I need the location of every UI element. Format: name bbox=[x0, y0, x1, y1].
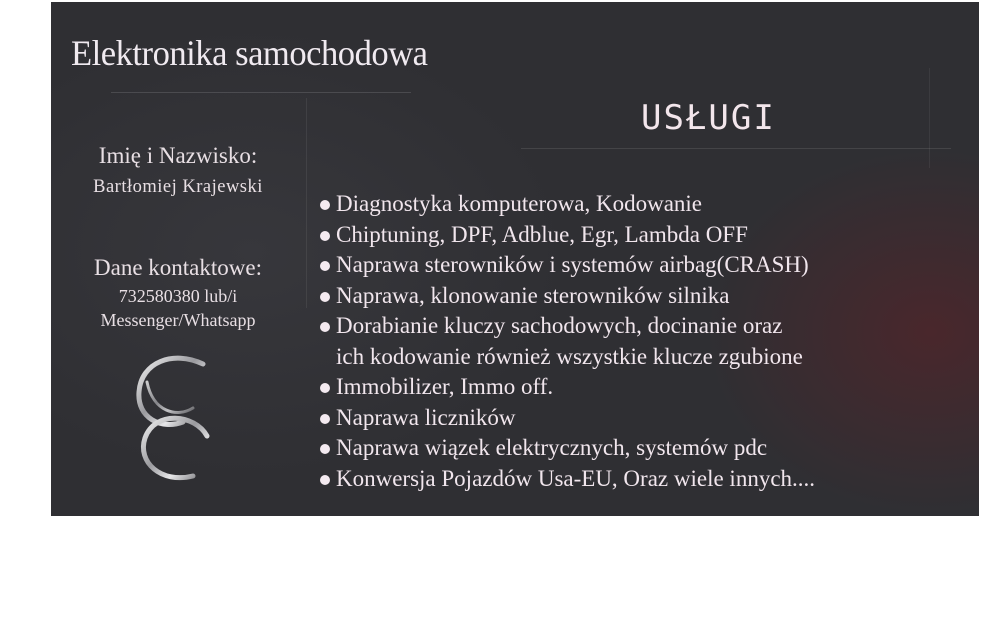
service-text: Dorabianie kluczy sachodowych, docinanie oraz bbox=[336, 313, 783, 338]
phone-number: 732580380 lub/i bbox=[118, 286, 238, 306]
list-item bbox=[319, 311, 815, 372]
services-heading: USŁUGI bbox=[641, 98, 776, 138]
list-item bbox=[319, 220, 815, 251]
name-value: Bartłomiej Krajewski bbox=[93, 177, 263, 197]
name-label: Imię i Nazwisko: bbox=[98, 143, 258, 168]
list-item bbox=[319, 189, 815, 220]
service-text: Naprawa, klonowanie sterowników silnika bbox=[336, 282, 730, 308]
service-text: Diagnostyka komputerowa, Kodowanie bbox=[336, 191, 703, 216]
divider-line bbox=[929, 68, 930, 168]
contact-label: Dane kontaktowe: bbox=[94, 255, 262, 280]
list-item bbox=[319, 403, 815, 434]
service-text-continued: ich kodowanie również wszystkie klucze zgubione bbox=[336, 343, 803, 369]
list-item bbox=[319, 250, 815, 281]
list-item bbox=[319, 433, 815, 464]
service-text: Naprawa sterowników i systemów airbag(CRASH) bbox=[336, 252, 809, 277]
service-text: Konwersja Pojazdów Usa-EU, Oraz wiele innych.... bbox=[336, 465, 816, 491]
double-c-monogram-icon bbox=[133, 352, 213, 487]
list-item bbox=[319, 281, 815, 312]
divider-line bbox=[306, 98, 307, 308]
list-item bbox=[319, 372, 815, 403]
messenger-whatsapp: Messenger/Whatsapp bbox=[100, 310, 256, 330]
services-list bbox=[319, 189, 815, 494]
divider-line bbox=[521, 148, 951, 149]
service-text: Chiptuning, DPF, Adblue, Egr, Lambda OFF bbox=[336, 221, 748, 247]
service-text: Naprawa liczników bbox=[336, 404, 516, 430]
service-text: Immobilizer, Immo off. bbox=[336, 374, 554, 399]
list-item bbox=[319, 464, 815, 495]
service-text: Naprawa wiązek elektrycznych, systemów pdc bbox=[336, 435, 768, 460]
card-title: Elektronika samochodowa bbox=[71, 33, 428, 73]
business-card bbox=[51, 2, 979, 516]
divider-line bbox=[111, 92, 411, 93]
